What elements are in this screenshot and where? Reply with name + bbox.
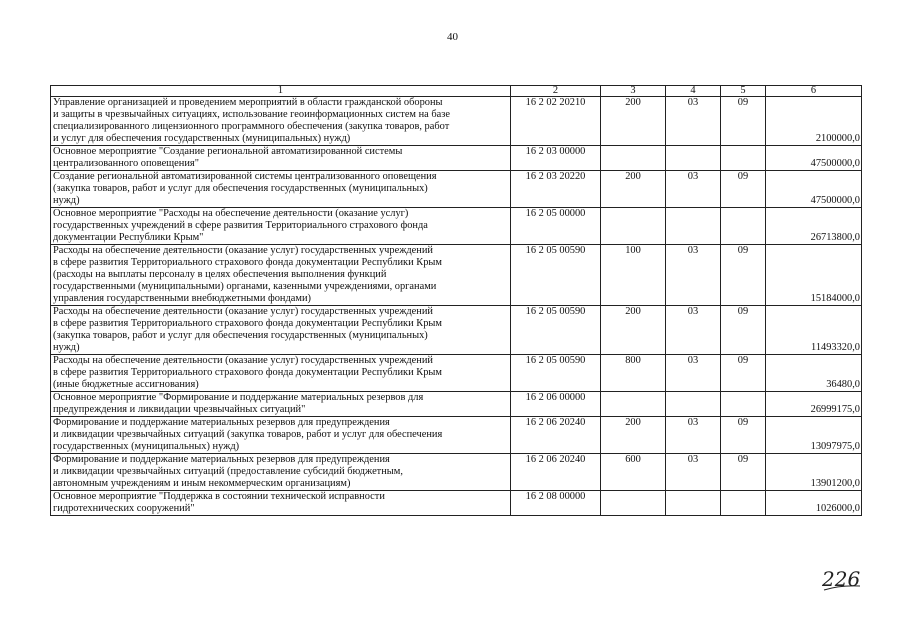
row-code: 16 2 02 20210 [511,97,601,146]
row-description [51,491,511,516]
row-amount: 36480,0 [766,355,862,392]
table-row [51,306,862,355]
row-amount: 11493320,0 [766,306,862,355]
description-line: Формирование и поддержание материальных резервов для предупреждения [53,417,390,428]
row-code: 16 2 08 00000 [511,491,601,516]
description-line: Основное мероприятие "Создание региональной автоматизированной системы [53,146,403,157]
row-code: 16 2 03 20220 [511,171,601,208]
header-cell: 1 [51,86,511,97]
row-col3: 200 [601,306,666,355]
row-description [51,454,511,491]
row-col3: 200 [601,171,666,208]
row-col5: 09 [721,245,766,306]
row-amount: 13097975,0 [766,417,862,454]
description-line: нужд) [53,342,80,353]
header-cell: 3 [601,86,666,97]
row-amount: 2100000,0 [766,97,862,146]
description-line: Расходы на обеспечение деятельности (оказание услуг) государственных учреждений [53,245,433,256]
row-col5: 09 [721,417,766,454]
table-row [51,392,862,417]
row-amount: 13901200,0 [766,454,862,491]
row-amount: 15184000,0 [766,245,862,306]
table-row [51,146,862,171]
table-row [51,208,862,245]
description-line: гидротехнических сооружений" [53,503,195,514]
row-col3: 200 [601,417,666,454]
row-col3 [601,392,666,417]
row-col3 [601,208,666,245]
description-line: государственными (муниципальными) органами, казенными учреждениями, органами [53,281,437,292]
row-code: 16 2 05 00590 [511,245,601,306]
description-line: Управление организацией и проведением мероприятий в области гражданской обороны [53,97,443,108]
row-col4 [666,146,721,171]
description-line: (закупка товаров, работ и услуг для обеспечения государственных (муниципальных) [53,183,428,194]
header-row [51,86,862,97]
table-row [51,417,862,454]
description-line: Основное мероприятие "Формирование и поддержание материальных резервов для [53,392,424,403]
row-col5 [721,146,766,171]
row-code: 16 2 05 00590 [511,306,601,355]
description-line: и услуг для обеспечения государственных (муниципальных) нужд) [53,133,351,144]
row-col4: 03 [666,97,721,146]
description-line: документации Республики Крым" [53,232,204,243]
table-row [51,355,862,392]
row-amount: 47500000,0 [766,146,862,171]
description-line: централизованного оповещения" [53,158,199,169]
row-col3: 600 [601,454,666,491]
row-col3 [601,491,666,516]
description-line: Формирование и поддержание материальных резервов для предупреждения [53,454,390,465]
description-line: автономным учреждениям и иным некоммерческим организациям) [53,478,351,489]
description-line: и ликвидации чрезвычайных ситуаций (предоставление субсидий бюджетным, [53,466,403,477]
description-line: (закупка товаров, работ и услуг для обеспечения государственных (муниципальных) [53,330,428,341]
row-col5: 09 [721,97,766,146]
row-description [51,392,511,417]
row-description [51,355,511,392]
page-number: 40 [447,31,458,43]
row-col5 [721,491,766,516]
row-col5 [721,392,766,417]
row-col3: 100 [601,245,666,306]
row-code: 16 2 05 00590 [511,355,601,392]
row-amount: 1026000,0 [766,491,862,516]
row-amount: 47500000,0 [766,171,862,208]
header-cell: 5 [721,86,766,97]
description-line: и защиты в чрезвычайных ситуациях, использование геоинформационных систем на базе [53,109,450,120]
row-description [51,208,511,245]
row-col4: 03 [666,355,721,392]
row-description [51,97,511,146]
row-description [51,245,511,306]
row-code: 16 2 06 20240 [511,454,601,491]
row-code: 16 2 05 00000 [511,208,601,245]
table-row [51,171,862,208]
description-line: Основное мероприятие "Расходы на обеспечение деятельности (оказание услуг) [53,208,409,219]
description-line: государственных учреждений в сфере развития Территориального страхового фонда [53,220,428,231]
row-col5: 09 [721,355,766,392]
row-code: 16 2 03 00000 [511,146,601,171]
row-col5: 09 [721,306,766,355]
table-row [51,97,862,146]
description-line: управления государственными внебюджетными фондами) [53,293,311,304]
row-col4 [666,392,721,417]
row-col3 [601,146,666,171]
description-line: специализированного лицензионного программного обеспечения (закупка товаров, работ [53,121,450,132]
description-line: в сфере развития Территориального страхового фонда документации Республики Крым [53,367,442,378]
row-col5 [721,208,766,245]
handwritten-page-number [820,566,880,592]
row-col4: 03 [666,245,721,306]
row-description [51,417,511,454]
handwritten-number: 226 [822,567,861,591]
row-col3: 200 [601,97,666,146]
row-description [51,306,511,355]
row-col5: 09 [721,454,766,491]
description-line: предупреждения и ликвидации чрезвычайных ситуаций" [53,404,306,415]
description-line: в сфере развития Территориального страхового фонда документации Республики Крым [53,318,442,329]
row-code: 16 2 06 00000 [511,392,601,417]
row-description [51,171,511,208]
row-description [51,146,511,171]
row-col4: 03 [666,171,721,208]
table-row [51,491,862,516]
description-line: нужд) [53,195,80,206]
row-col4: 03 [666,454,721,491]
description-line: (расходы на выплаты персоналу в целях обеспечения выполнения функций [53,269,387,280]
description-line: Основное мероприятие "Поддержка в состоянии технической исправности [53,491,385,502]
description-line: в сфере развития Территориального страхового фонда документации Республики Крым [53,257,442,268]
table-row [51,245,862,306]
budget-table [50,85,862,516]
row-col4 [666,208,721,245]
header-cell: 4 [666,86,721,97]
row-col5: 09 [721,171,766,208]
row-amount: 26999175,0 [766,392,862,417]
description-line: Расходы на обеспечение деятельности (оказание услуг) государственных учреждений [53,355,433,366]
row-col4: 03 [666,417,721,454]
header-cell: 2 [511,86,601,97]
description-line: Расходы на обеспечение деятельности (оказание услуг) государственных учреждений [53,306,433,317]
table-row [51,454,862,491]
row-amount: 26713800,0 [766,208,862,245]
row-col4 [666,491,721,516]
description-line: и ликвидации чрезвычайных ситуаций (закупка товаров, работ и услуг для обеспечения [53,429,443,440]
header-cell: 6 [766,86,862,97]
description-line: Создание региональной автоматизированной системы централизованного оповещения [53,171,437,182]
description-line: государственных (муниципальных) нужд) [53,441,240,452]
description-line: (иные бюджетные ассигнования) [53,379,199,390]
row-code: 16 2 06 20240 [511,417,601,454]
row-col4: 03 [666,306,721,355]
row-col3: 800 [601,355,666,392]
